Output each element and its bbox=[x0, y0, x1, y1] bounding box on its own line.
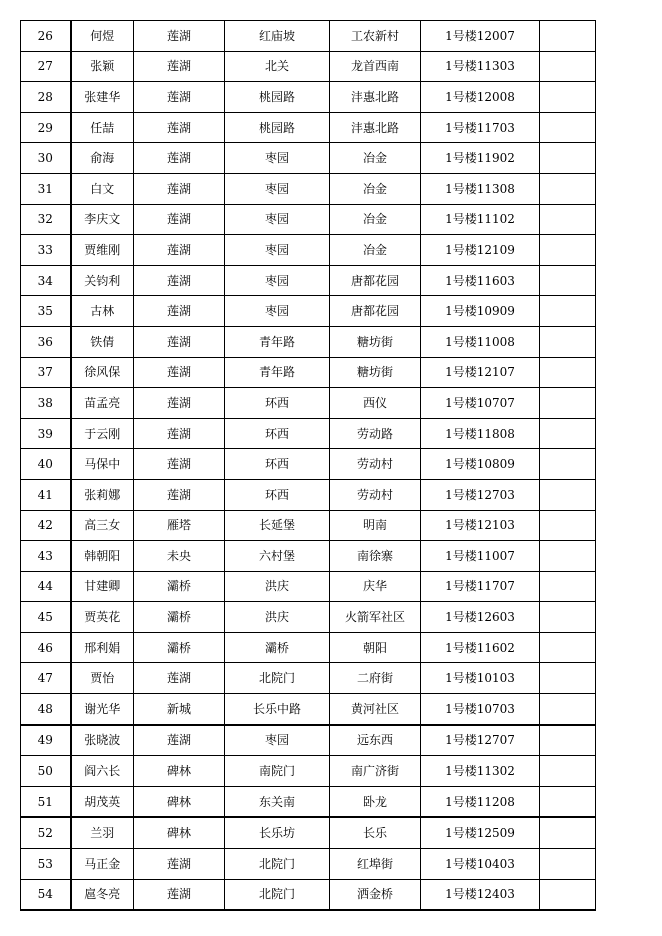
community-cell: 南徐寨 bbox=[330, 541, 421, 572]
room-number-cell: 1号楼12107 bbox=[421, 357, 540, 388]
table-row bbox=[21, 204, 596, 235]
community-cell: 劳动村 bbox=[330, 449, 421, 480]
district-cell: 莲湖 bbox=[134, 357, 225, 388]
district-cell: 碑林 bbox=[134, 786, 225, 817]
community-cell: 糖坊街 bbox=[330, 357, 421, 388]
room-number-cell: 1号楼12008 bbox=[421, 82, 540, 113]
street-cell: 长乐坊 bbox=[225, 817, 330, 848]
street-cell: 枣园 bbox=[225, 204, 330, 235]
district-cell: 莲湖 bbox=[134, 725, 225, 756]
community-cell: 龙首西南 bbox=[330, 51, 421, 82]
remarks-cell bbox=[540, 725, 596, 756]
remarks-cell bbox=[540, 632, 596, 663]
remarks-cell bbox=[540, 694, 596, 725]
person-name-cell: 苗孟亮 bbox=[71, 388, 134, 419]
community-cell: 糖坊街 bbox=[330, 326, 421, 357]
row-number-cell: 50 bbox=[21, 756, 71, 787]
remarks-cell bbox=[540, 479, 596, 510]
district-cell: 莲湖 bbox=[134, 418, 225, 449]
table-row bbox=[21, 725, 596, 756]
person-name-cell: 张莉娜 bbox=[71, 479, 134, 510]
room-number-cell: 1号楼11007 bbox=[421, 541, 540, 572]
table-row bbox=[21, 879, 596, 910]
person-name-cell: 关钧利 bbox=[71, 265, 134, 296]
district-cell: 灞桥 bbox=[134, 571, 225, 602]
table-row bbox=[21, 82, 596, 113]
table-row bbox=[21, 479, 596, 510]
row-number-cell: 43 bbox=[21, 541, 71, 572]
community-cell: 冶金 bbox=[330, 173, 421, 204]
remarks-cell bbox=[540, 173, 596, 204]
table-row bbox=[21, 663, 596, 694]
community-cell: 明南 bbox=[330, 510, 421, 541]
person-name-cell: 胡茂英 bbox=[71, 786, 134, 817]
street-cell: 长乐中路 bbox=[225, 694, 330, 725]
district-cell: 莲湖 bbox=[134, 143, 225, 174]
person-name-cell: 任喆 bbox=[71, 112, 134, 143]
room-number-cell: 1号楼10403 bbox=[421, 849, 540, 880]
district-cell: 莲湖 bbox=[134, 388, 225, 419]
table-row bbox=[21, 51, 596, 82]
person-name-cell: 何煜 bbox=[71, 21, 134, 52]
community-cell: 唐都花园 bbox=[330, 265, 421, 296]
street-cell: 枣园 bbox=[225, 265, 330, 296]
row-number-cell: 27 bbox=[21, 51, 71, 82]
row-number-cell: 40 bbox=[21, 449, 71, 480]
community-cell: 西仪 bbox=[330, 388, 421, 419]
room-number-cell: 1号楼11308 bbox=[421, 173, 540, 204]
street-cell: 环西 bbox=[225, 479, 330, 510]
community-cell: 火箭军社区 bbox=[330, 602, 421, 633]
district-cell: 莲湖 bbox=[134, 296, 225, 327]
row-number-cell: 31 bbox=[21, 173, 71, 204]
data-table bbox=[20, 20, 596, 911]
person-name-cell: 谢光华 bbox=[71, 694, 134, 725]
row-number-cell: 30 bbox=[21, 143, 71, 174]
remarks-cell bbox=[540, 296, 596, 327]
district-cell: 莲湖 bbox=[134, 849, 225, 880]
room-number-cell: 1号楼10909 bbox=[421, 296, 540, 327]
district-cell: 莲湖 bbox=[134, 449, 225, 480]
table-row bbox=[21, 571, 596, 602]
table-row bbox=[21, 265, 596, 296]
person-name-cell: 贾怡 bbox=[71, 663, 134, 694]
community-cell: 红埠街 bbox=[330, 849, 421, 880]
remarks-cell bbox=[540, 82, 596, 113]
room-number-cell: 1号楼11602 bbox=[421, 632, 540, 663]
remarks-cell bbox=[540, 388, 596, 419]
row-number-cell: 53 bbox=[21, 849, 71, 880]
table-row bbox=[21, 449, 596, 480]
room-number-cell: 1号楼12509 bbox=[421, 817, 540, 848]
person-name-cell: 高三女 bbox=[71, 510, 134, 541]
community-cell: 唐都花园 bbox=[330, 296, 421, 327]
row-number-cell: 45 bbox=[21, 602, 71, 633]
remarks-cell bbox=[540, 51, 596, 82]
district-cell: 新城 bbox=[134, 694, 225, 725]
remarks-cell bbox=[540, 663, 596, 694]
person-name-cell: 张晓波 bbox=[71, 725, 134, 756]
district-cell: 灞桥 bbox=[134, 602, 225, 633]
street-cell: 长延堡 bbox=[225, 510, 330, 541]
person-name-cell: 阎六长 bbox=[71, 756, 134, 787]
district-cell: 未央 bbox=[134, 541, 225, 572]
person-name-cell: 古林 bbox=[71, 296, 134, 327]
row-number-cell: 34 bbox=[21, 265, 71, 296]
person-name-cell: 徐风保 bbox=[71, 357, 134, 388]
row-number-cell: 41 bbox=[21, 479, 71, 510]
row-number-cell: 54 bbox=[21, 879, 71, 910]
row-number-cell: 33 bbox=[21, 235, 71, 266]
room-number-cell: 1号楼11808 bbox=[421, 418, 540, 449]
remarks-cell bbox=[540, 510, 596, 541]
person-name-cell: 贾维刚 bbox=[71, 235, 134, 266]
remarks-cell bbox=[540, 449, 596, 480]
district-cell: 灞桥 bbox=[134, 632, 225, 663]
street-cell: 北关 bbox=[225, 51, 330, 82]
person-name-cell: 李庆文 bbox=[71, 204, 134, 235]
street-cell: 桃园路 bbox=[225, 82, 330, 113]
table-row bbox=[21, 632, 596, 663]
street-cell: 枣园 bbox=[225, 725, 330, 756]
row-number-cell: 47 bbox=[21, 663, 71, 694]
remarks-cell bbox=[540, 849, 596, 880]
district-cell: 碑林 bbox=[134, 756, 225, 787]
room-number-cell: 1号楼12603 bbox=[421, 602, 540, 633]
table-row bbox=[21, 418, 596, 449]
community-cell: 劳动村 bbox=[330, 479, 421, 510]
district-cell: 莲湖 bbox=[134, 51, 225, 82]
person-name-cell: 甘建卿 bbox=[71, 571, 134, 602]
street-cell: 北院门 bbox=[225, 849, 330, 880]
district-cell: 莲湖 bbox=[134, 112, 225, 143]
row-number-cell: 32 bbox=[21, 204, 71, 235]
row-number-cell: 44 bbox=[21, 571, 71, 602]
room-number-cell: 1号楼10103 bbox=[421, 663, 540, 694]
street-cell: 六村堡 bbox=[225, 541, 330, 572]
room-number-cell: 1号楼10703 bbox=[421, 694, 540, 725]
community-cell: 洒金桥 bbox=[330, 879, 421, 910]
remarks-cell bbox=[540, 817, 596, 848]
street-cell: 环西 bbox=[225, 388, 330, 419]
row-number-cell: 28 bbox=[21, 82, 71, 113]
person-name-cell: 扈冬亮 bbox=[71, 879, 134, 910]
room-number-cell: 1号楼11008 bbox=[421, 326, 540, 357]
row-number-cell: 49 bbox=[21, 725, 71, 756]
person-name-cell: 俞海 bbox=[71, 143, 134, 174]
community-cell: 远东西 bbox=[330, 725, 421, 756]
community-cell: 长乐 bbox=[330, 817, 421, 848]
row-number-cell: 52 bbox=[21, 817, 71, 848]
remarks-cell bbox=[540, 265, 596, 296]
street-cell: 枣园 bbox=[225, 143, 330, 174]
community-cell: 二府街 bbox=[330, 663, 421, 694]
person-name-cell: 铁倩 bbox=[71, 326, 134, 357]
row-number-cell: 29 bbox=[21, 112, 71, 143]
remarks-cell bbox=[540, 21, 596, 52]
community-cell: 南广济街 bbox=[330, 756, 421, 787]
row-number-cell: 42 bbox=[21, 510, 71, 541]
row-number-cell: 39 bbox=[21, 418, 71, 449]
table-row bbox=[21, 510, 596, 541]
street-cell: 南院门 bbox=[225, 756, 330, 787]
district-cell: 莲湖 bbox=[134, 204, 225, 235]
street-cell: 枣园 bbox=[225, 173, 330, 204]
community-cell: 卧龙 bbox=[330, 786, 421, 817]
person-name-cell: 张颖 bbox=[71, 51, 134, 82]
table-row bbox=[21, 143, 596, 174]
person-name-cell: 邢利娟 bbox=[71, 632, 134, 663]
remarks-cell bbox=[540, 756, 596, 787]
district-cell: 莲湖 bbox=[134, 879, 225, 910]
street-cell: 枣园 bbox=[225, 296, 330, 327]
community-cell: 冶金 bbox=[330, 143, 421, 174]
remarks-cell bbox=[540, 143, 596, 174]
street-cell: 红庙坡 bbox=[225, 21, 330, 52]
room-number-cell: 1号楼11703 bbox=[421, 112, 540, 143]
remarks-cell bbox=[540, 786, 596, 817]
community-cell: 朝阳 bbox=[330, 632, 421, 663]
street-cell: 环西 bbox=[225, 418, 330, 449]
remarks-cell bbox=[540, 541, 596, 572]
street-cell: 桃园路 bbox=[225, 112, 330, 143]
remarks-cell bbox=[540, 879, 596, 910]
table-row bbox=[21, 388, 596, 419]
person-name-cell: 于云刚 bbox=[71, 418, 134, 449]
street-cell: 青年路 bbox=[225, 326, 330, 357]
row-number-cell: 51 bbox=[21, 786, 71, 817]
district-cell: 碑林 bbox=[134, 817, 225, 848]
room-number-cell: 1号楼12007 bbox=[421, 21, 540, 52]
table-row bbox=[21, 296, 596, 327]
remarks-cell bbox=[540, 357, 596, 388]
room-number-cell: 1号楼11603 bbox=[421, 265, 540, 296]
person-name-cell: 张建华 bbox=[71, 82, 134, 113]
table-row bbox=[21, 602, 596, 633]
person-name-cell: 兰羽 bbox=[71, 817, 134, 848]
row-number-cell: 48 bbox=[21, 694, 71, 725]
district-cell: 雁塔 bbox=[134, 510, 225, 541]
room-number-cell: 1号楼10809 bbox=[421, 449, 540, 480]
community-cell: 沣惠北路 bbox=[330, 112, 421, 143]
remarks-cell bbox=[540, 326, 596, 357]
room-number-cell: 1号楼11707 bbox=[421, 571, 540, 602]
street-cell: 青年路 bbox=[225, 357, 330, 388]
district-cell: 莲湖 bbox=[134, 21, 225, 52]
table-row bbox=[21, 235, 596, 266]
community-cell: 工农新村 bbox=[330, 21, 421, 52]
table-body bbox=[21, 21, 596, 911]
street-cell: 北院门 bbox=[225, 879, 330, 910]
community-cell: 庆华 bbox=[330, 571, 421, 602]
room-number-cell: 1号楼11208 bbox=[421, 786, 540, 817]
person-name-cell: 马保中 bbox=[71, 449, 134, 480]
room-number-cell: 1号楼10707 bbox=[421, 388, 540, 419]
row-number-cell: 46 bbox=[21, 632, 71, 663]
person-name-cell: 韩朝阳 bbox=[71, 541, 134, 572]
room-number-cell: 1号楼11902 bbox=[421, 143, 540, 174]
row-number-cell: 37 bbox=[21, 357, 71, 388]
room-number-cell: 1号楼12703 bbox=[421, 479, 540, 510]
remarks-cell bbox=[540, 235, 596, 266]
remarks-cell bbox=[540, 112, 596, 143]
district-cell: 莲湖 bbox=[134, 173, 225, 204]
person-name-cell: 白文 bbox=[71, 173, 134, 204]
street-cell: 北院门 bbox=[225, 663, 330, 694]
street-cell: 洪庆 bbox=[225, 602, 330, 633]
district-cell: 莲湖 bbox=[134, 479, 225, 510]
community-cell: 冶金 bbox=[330, 204, 421, 235]
table-row bbox=[21, 694, 596, 725]
room-number-cell: 1号楼12103 bbox=[421, 510, 540, 541]
person-name-cell: 贾英花 bbox=[71, 602, 134, 633]
street-cell: 洪庆 bbox=[225, 571, 330, 602]
community-cell: 劳动路 bbox=[330, 418, 421, 449]
room-number-cell: 1号楼11102 bbox=[421, 204, 540, 235]
table-row bbox=[21, 357, 596, 388]
remarks-cell bbox=[540, 571, 596, 602]
room-number-cell: 1号楼12707 bbox=[421, 725, 540, 756]
table-row bbox=[21, 21, 596, 52]
remarks-cell bbox=[540, 418, 596, 449]
row-number-cell: 26 bbox=[21, 21, 71, 52]
row-number-cell: 36 bbox=[21, 326, 71, 357]
person-name-cell: 马正金 bbox=[71, 849, 134, 880]
community-cell: 黄河社区 bbox=[330, 694, 421, 725]
room-number-cell: 1号楼11303 bbox=[421, 51, 540, 82]
table-row bbox=[21, 173, 596, 204]
row-number-cell: 38 bbox=[21, 388, 71, 419]
community-cell: 冶金 bbox=[330, 235, 421, 266]
remarks-cell bbox=[540, 602, 596, 633]
community-cell: 沣惠北路 bbox=[330, 82, 421, 113]
room-number-cell: 1号楼12109 bbox=[421, 235, 540, 266]
table-row bbox=[21, 786, 596, 817]
street-cell: 灞桥 bbox=[225, 632, 330, 663]
table-row bbox=[21, 817, 596, 848]
street-cell: 环西 bbox=[225, 449, 330, 480]
table-row bbox=[21, 326, 596, 357]
street-cell: 枣园 bbox=[225, 235, 330, 266]
table-row bbox=[21, 112, 596, 143]
remarks-cell bbox=[540, 204, 596, 235]
district-cell: 莲湖 bbox=[134, 82, 225, 113]
row-number-cell: 35 bbox=[21, 296, 71, 327]
room-number-cell: 1号楼12403 bbox=[421, 879, 540, 910]
table-row bbox=[21, 541, 596, 572]
district-cell: 莲湖 bbox=[134, 326, 225, 357]
table-row bbox=[21, 849, 596, 880]
table-row bbox=[21, 756, 596, 787]
street-cell: 东关南 bbox=[225, 786, 330, 817]
district-cell: 莲湖 bbox=[134, 663, 225, 694]
district-cell: 莲湖 bbox=[134, 265, 225, 296]
room-number-cell: 1号楼11302 bbox=[421, 756, 540, 787]
district-cell: 莲湖 bbox=[134, 235, 225, 266]
